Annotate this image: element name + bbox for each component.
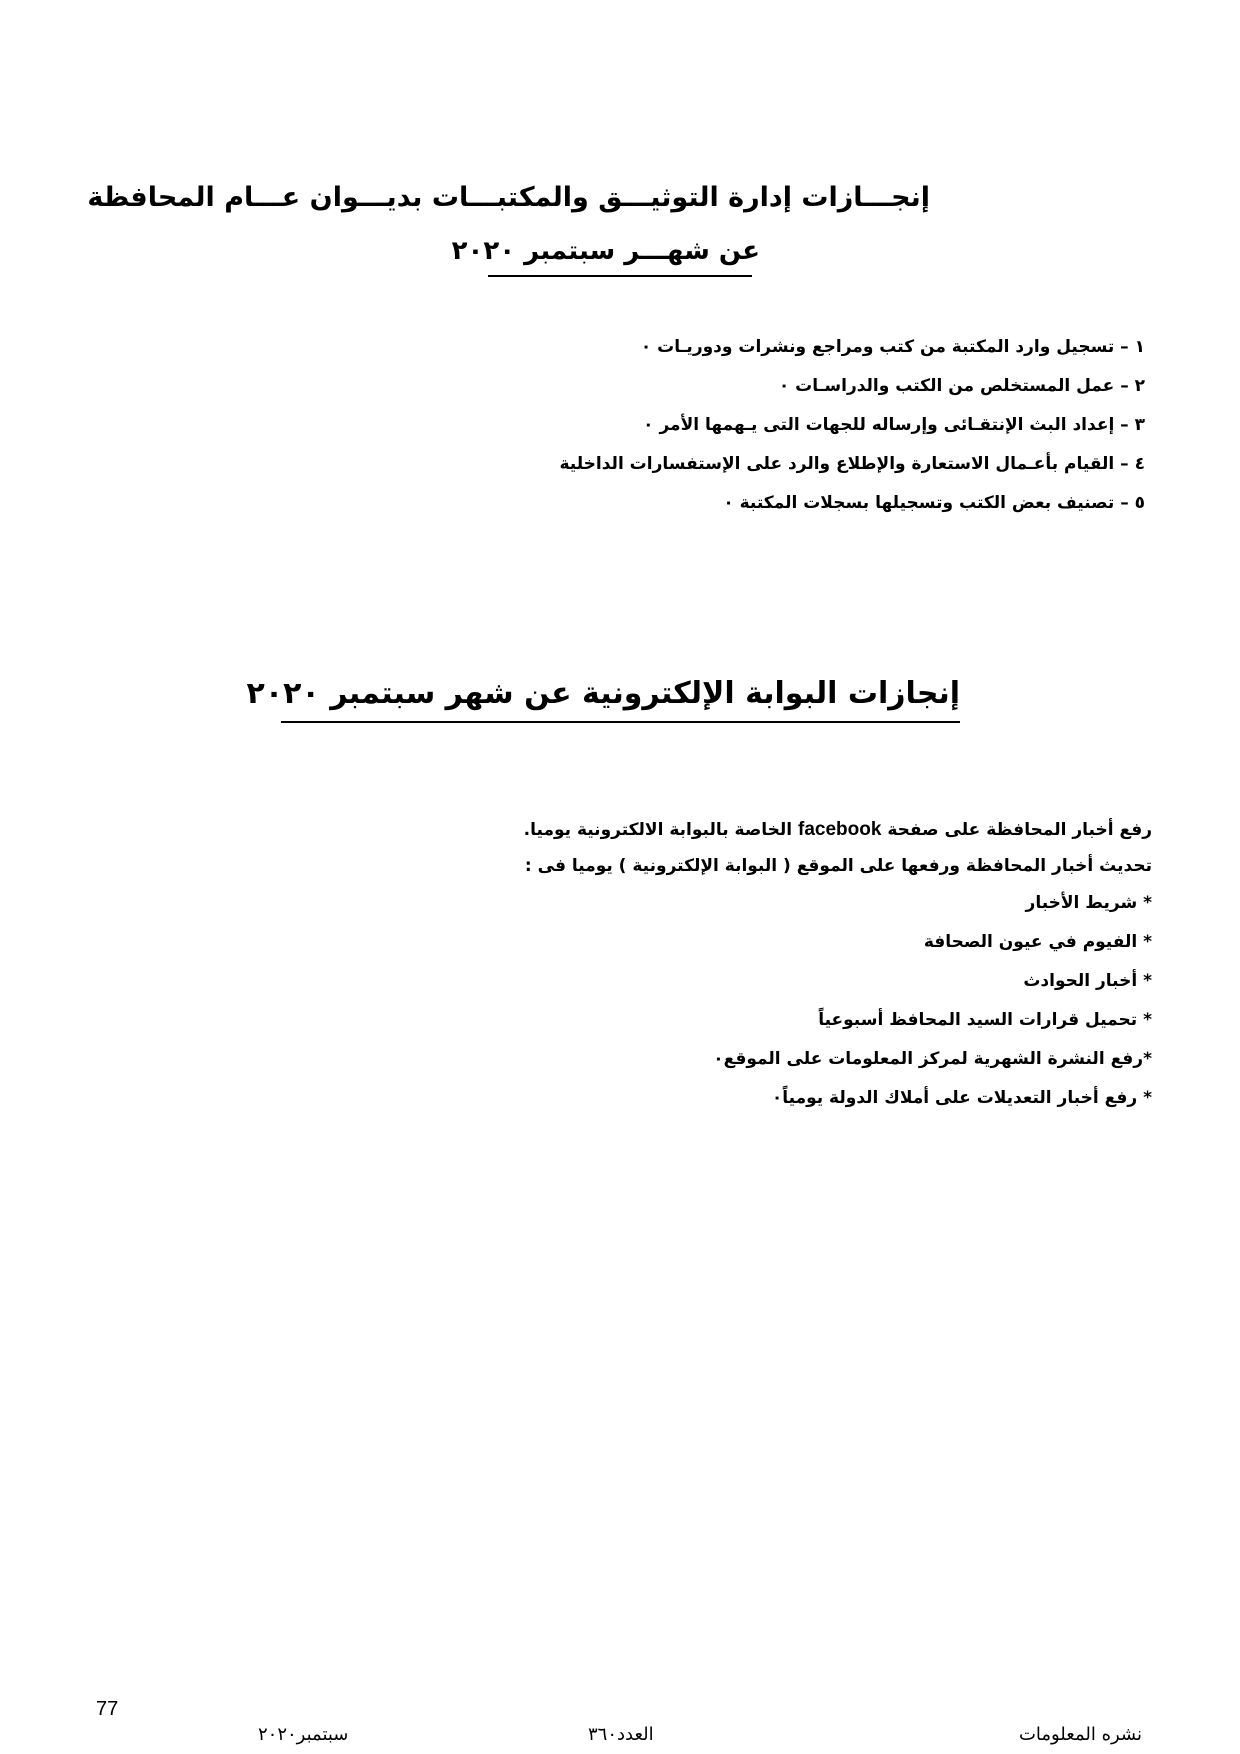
para1-text-start: رفع أخبار المحافظة على صفحة	[887, 820, 1152, 840]
list-item: *رفع النشرة الشهرية لمركز المعلومات على الموقع٠	[713, 1049, 1152, 1069]
list-item: ٤ – القيام بأعـمال الاستعارة والإطلاع والرد على الإستفسارات الداخلية	[559, 454, 1145, 474]
section1-subtitle-underline	[488, 275, 752, 277]
list-item: ٥ – تصنيف بعض الكتب وتسجيلها بسجلات المكتبة ٠	[723, 493, 1145, 513]
list-item: ١ – تسجيل وارد المكتبة من كتب ومراجع ونشرات ودوريـات ٠	[640, 337, 1145, 357]
list-item: * الفيوم في عيون الصحافة	[923, 932, 1152, 952]
footer-publication: نشره المعلومات	[1018, 1724, 1142, 1745]
section2-body	[252, 812, 1152, 1118]
section1-subtitle: عن شهـــر سبتمبر ٢٠٢٠	[451, 236, 760, 266]
section2-paragraph-2: تحديث أخبار المحافظة ورفعها على الموقع ( البوابة الإلكترونية ) يوميا فى :	[524, 856, 1152, 876]
section2-title-underline	[281, 721, 960, 723]
list-item: * تحميل قرارات السيد المحافظ أسبوعياً	[818, 1010, 1152, 1030]
para1-text-end: الخاصة بالبوابة الالكترونية يوميا.	[523, 820, 793, 840]
section1-list	[245, 328, 1145, 523]
section2-paragraph-1	[252, 812, 1152, 848]
footer-date: سبتمبر٢٠٢٠	[258, 1724, 349, 1745]
list-item: * رفع أخبار التعديلات على أملاك الدولة يومياً٠	[771, 1088, 1152, 1108]
section2-title: إنجازات البوابة الإلكترونية عن شهر سبتمبر ٢٠٢٠	[246, 676, 960, 711]
list-item: * أخبار الحوادث	[1023, 971, 1152, 991]
list-item: ٣ – إعداد البث الإنتقـائى وإرساله للجهات التى يـهمها الأمر ٠	[643, 415, 1145, 435]
page-number: 77	[96, 1698, 119, 1720]
footer-issue: العدد٣٦٠	[588, 1724, 654, 1745]
list-item: * شريط الأخبار	[1025, 893, 1152, 913]
para1-english-word: facebook	[798, 819, 882, 840]
section1-title: إنجـــازات إدارة التوثيـــق والمكتبـــات بديـــوان عـــام المحافظة	[87, 182, 930, 213]
list-item: ٢ – عمل المستخلص من الكتب والدراسـات ٠	[778, 376, 1145, 396]
section2-list	[252, 884, 1152, 1118]
